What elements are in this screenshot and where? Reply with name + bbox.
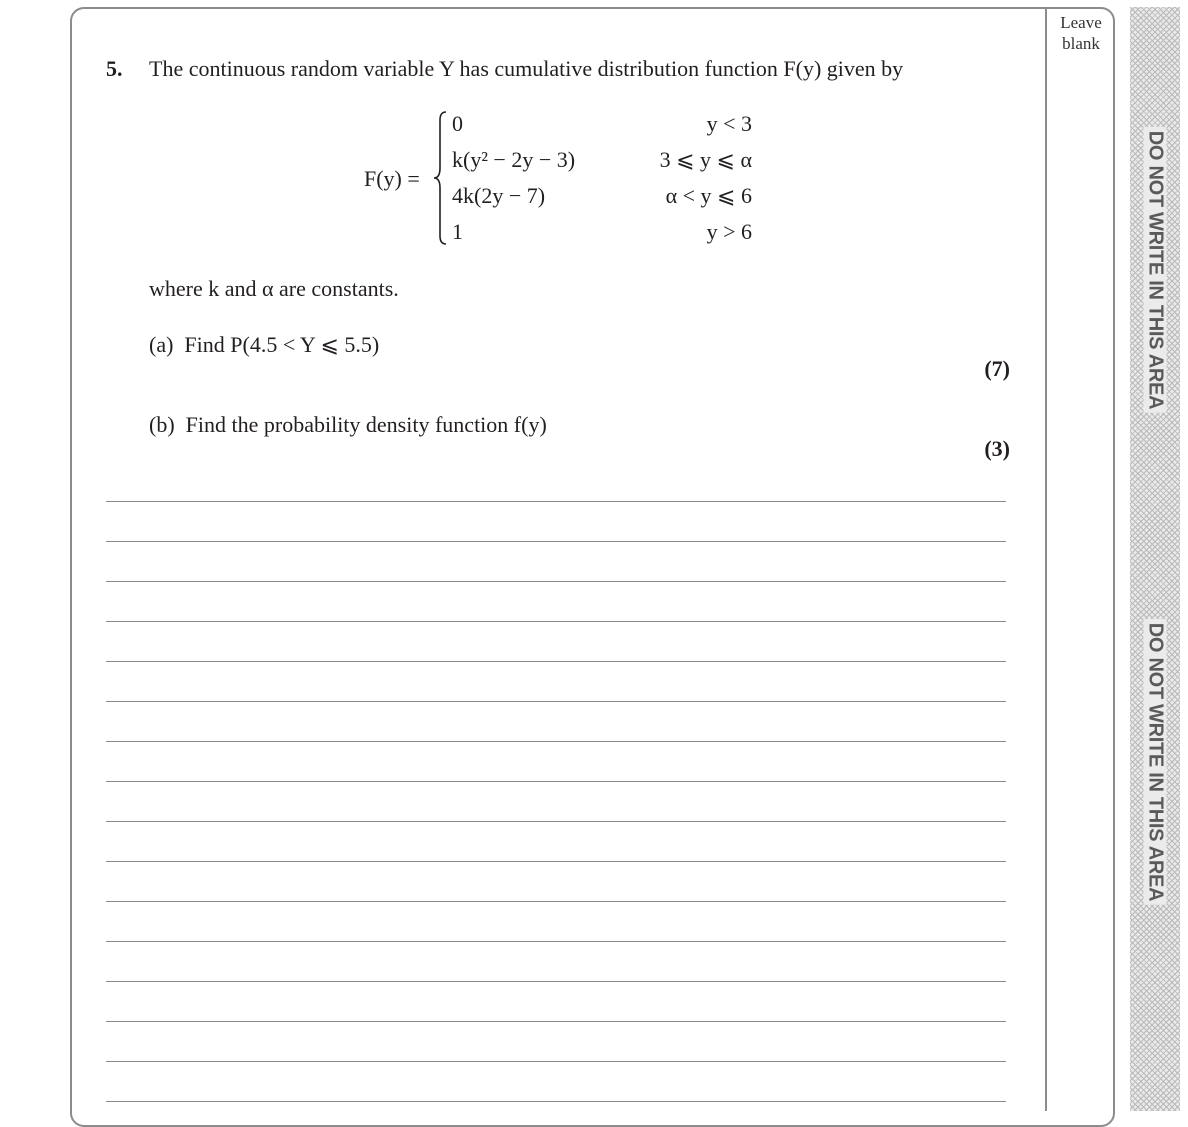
case-4-condition: y > 6 [706,219,752,244]
part-a [149,332,379,358]
answer-line[interactable] [106,501,1006,502]
case-4-expression: 1 [452,219,463,244]
part-a-text: Find P(4.5 < Y ⩽ 5.5) [184,332,380,357]
answer-line[interactable] [106,941,1006,942]
answer-line[interactable] [106,1101,1006,1102]
part-a-label: (a) [149,332,174,357]
do-not-write-warning-top: DO NOT WRITE IN THIS AREA [1144,127,1167,413]
answer-line[interactable] [106,861,1006,862]
answer-line[interactable] [106,741,1006,742]
question-intro-text: The continuous random variable Y has cumulative distribution function F(y) given by [149,56,904,81]
part-b [149,412,547,438]
case-1-expression: 0 [452,111,463,136]
leave-blank-label: Leave blank [1060,13,1102,53]
answer-line[interactable] [106,621,1006,622]
part-b-label: (b) [149,412,175,437]
do-not-write-warning-bottom: DO NOT WRITE IN THIS AREA [1144,619,1167,905]
case-3-condition: α < y ⩽ 6 [665,183,752,208]
answer-line[interactable] [106,1021,1006,1022]
part-b-text: Find the probability density function f(y) [185,412,547,437]
answer-line[interactable] [106,781,1006,782]
answer-line[interactable] [106,981,1006,982]
case-2-condition: 3 ⩽ y ⩽ α [659,147,752,172]
answer-line[interactable] [106,541,1006,542]
answer-line[interactable] [106,821,1006,822]
answer-line[interactable] [106,581,1006,582]
function-label: F(y) = [364,166,420,191]
case-2-expression: k(y² − 2y − 3) [452,147,576,172]
answer-line[interactable] [106,701,1006,702]
answer-line[interactable] [106,661,1006,662]
case-1-condition: y < 3 [706,111,752,136]
constants-note: where k and α are constants. [149,276,399,301]
leave-blank-column-divider [1045,7,1047,1111]
answer-line[interactable] [106,1061,1006,1062]
question-intro [149,56,903,82]
part-a-marks: (7) [984,356,1010,381]
question-number: 5. [106,56,123,81]
piecewise-brace [432,110,448,246]
answer-box-frame [70,7,1115,1127]
case-3-expression: 4k(2y − 7) [452,183,546,208]
part-b-marks: (3) [984,436,1010,461]
answer-line[interactable] [106,901,1006,902]
